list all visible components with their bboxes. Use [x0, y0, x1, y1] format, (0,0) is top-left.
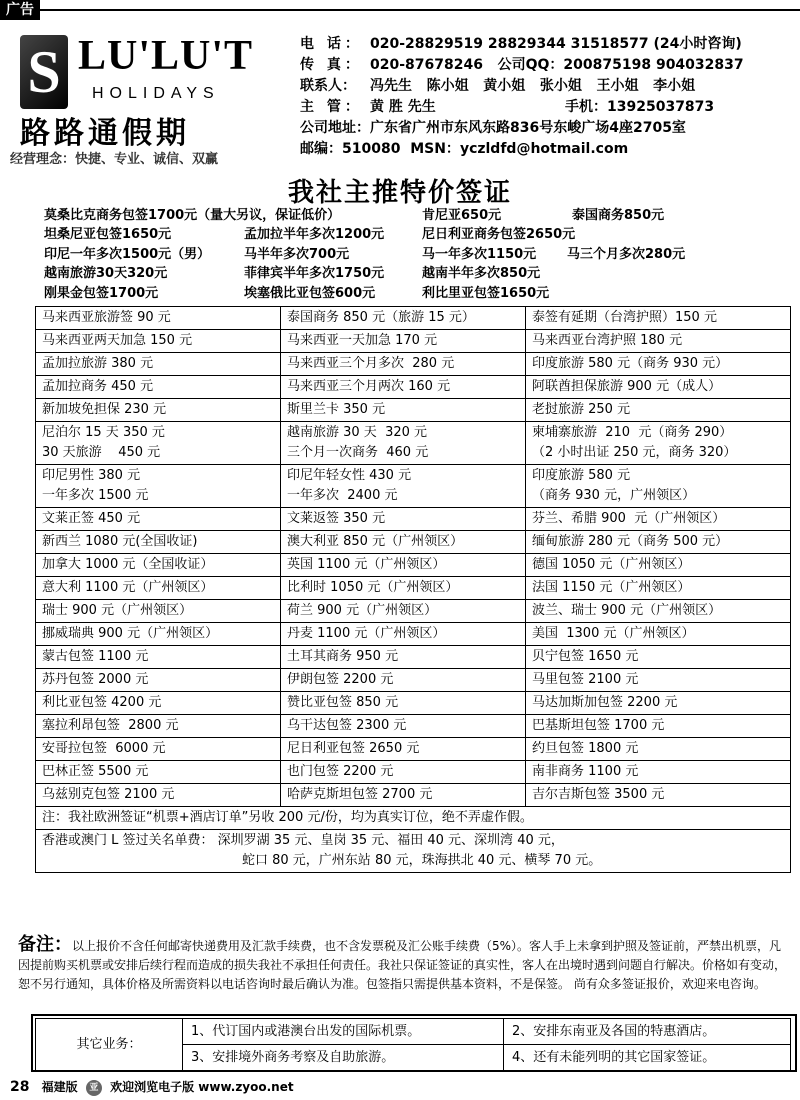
price-cell: [281, 508, 526, 531]
price-line: 英国 1100 元（广州领区）: [287, 557, 446, 572]
promo-item: 马三个月多次280元: [567, 246, 686, 262]
table-row: [36, 623, 791, 646]
price-line: 斯里兰卡 350 元: [287, 402, 386, 417]
phone-numbers: 020-28829519 28829344 31518577 (24小时咨询): [370, 36, 742, 52]
price-cell: [526, 307, 791, 330]
page-title: 我社主推特价签证: [287, 178, 512, 208]
price-cell: [281, 669, 526, 692]
price-line: 赞比亚包签 850 元: [287, 695, 399, 710]
price-line: 尼泊尔 15 天 350 元: [42, 425, 165, 440]
page-number: 28: [10, 1079, 30, 1095]
price-line: 丹麦 1100 元（广州领区）: [287, 626, 446, 641]
price-line: 荷兰 900 元（广州领区）: [287, 603, 438, 618]
promo-row: [44, 284, 794, 303]
price-cell: [281, 784, 526, 807]
promo-list: [44, 206, 794, 303]
price-cell: [36, 669, 281, 692]
promo-item: 肯尼亚650元: [422, 208, 502, 223]
contacts-line: 联系人： 冯先生 陈小姐 黄小姐 张小姐 王小姐 李小姐: [300, 78, 696, 94]
price-cell: [36, 646, 281, 669]
price-cell: [281, 353, 526, 376]
price-cell: [526, 600, 791, 623]
promo-item: 越南半年多次850元: [422, 266, 541, 282]
remarks-text: 以上报价不含任何邮寄快递费用及汇款手续费，也不含发票税及汇公账手续费（5%）。客人手上未拿到护照及签证前，严禁出机票，凡因提前购买机票或安排后续行程而造成的损失我社不承担任何责任。我社只保证签证的真实性，客人在出境时遇到问题自行解决。价格如有变动，恕不另行通知，具体价格及所需资料以电话咨询时最后确认为准。包签指只需提供基本资料，不是保签。 尚有众多签证报价，欢迎来电咨询。: [18, 939, 787, 991]
contact-info: [300, 34, 795, 160]
price-line: 泰国商务 850 元（旅游 15 元）: [287, 310, 475, 325]
price-cell: [36, 784, 281, 807]
price-line: 印尼男性 380 元: [42, 468, 141, 483]
price-line: 文莱正签 450 元: [42, 511, 141, 526]
price-line: 越南旅游 30 天 320 元: [287, 425, 428, 440]
fax-number: 020-87678246: [370, 57, 483, 73]
company-logo: [10, 30, 280, 170]
qq-numbers: 200875198 904032837: [563, 57, 744, 73]
promo-item: 菲律宾半年多次1750元: [244, 266, 385, 282]
remarks-heading: 备注：: [18, 934, 72, 955]
logo-chinese: 路路通假期: [20, 116, 190, 151]
fax-line: 传 真： 020-87678246 公司QQ：200875198 904032837: [300, 57, 744, 73]
price-line: 孟加拉商务 450 元: [42, 379, 154, 394]
price-cell: [36, 623, 281, 646]
phone-line: 电 话： 020-28829519 28829344 31518577 (24小时咨询): [300, 36, 742, 52]
price-line: 阿联酋担保旅游 900 元（成人）: [532, 379, 722, 394]
price-cell: [36, 465, 281, 508]
price-line: 泰签有延期（台湾护照）150 元: [532, 310, 717, 325]
price-line: 苏丹包签 2000 元: [42, 672, 149, 687]
price-cell: [281, 761, 526, 784]
price-cell: [281, 623, 526, 646]
price-cell: [281, 577, 526, 600]
promo-item: 利比里亚包签1650元: [422, 285, 550, 301]
price-cell: [281, 422, 526, 465]
price-line: 马达加斯加包签 2200 元: [532, 695, 678, 710]
price-cell: [526, 738, 791, 761]
price-cell: [281, 554, 526, 577]
europe-visa-note: 注：我社欧洲签证“机票+酒店订单”另收 200 元/份，均为真实订位，绝不弄虚作假。: [36, 807, 791, 830]
address-line: 公司地址：广东省广州市东风东路836号东峻广场4座2705室: [300, 120, 686, 136]
table-row: [36, 399, 791, 422]
price-line: 孟加拉旅游 380 元: [42, 356, 154, 371]
promo-item: 越南旅游30天320元: [44, 266, 168, 282]
promo-row: [44, 264, 794, 283]
price-line: 哈萨克斯坦包签 2700 元: [287, 787, 433, 802]
price-line: 法国 1150 元（广州领区）: [532, 580, 691, 595]
visa-price-table: [35, 306, 791, 873]
price-line: 美国 1300 元（广州领区）: [532, 626, 695, 641]
price-line: 老挝旅游 250 元: [532, 402, 631, 417]
table-row: [36, 692, 791, 715]
promo-row: [44, 245, 794, 264]
table-row: [36, 761, 791, 784]
price-cell: [526, 646, 791, 669]
price-line: 澳大利亚 850 元（广州领区）: [287, 534, 464, 549]
price-line: 马来西亚两天加急 150 元: [42, 333, 193, 348]
promo-item: 刚果金包签1700元: [44, 285, 159, 301]
price-cell: [526, 376, 791, 399]
table-row: [36, 646, 791, 669]
table-row: [36, 669, 791, 692]
price-line: 德国 1050 元（广州领区）: [532, 557, 691, 572]
price-cell: [281, 465, 526, 508]
table-row: [36, 738, 791, 761]
price-line: 一年多次 2400 元: [287, 488, 398, 503]
promo-item: 坦桑尼亚包签1650元: [44, 227, 172, 243]
price-cell: [526, 715, 791, 738]
price-cell: [526, 399, 791, 422]
price-line: 波兰、瑞士 900 元（广州领区）: [532, 603, 722, 618]
price-line: 新加坡免担保 230 元: [42, 402, 167, 417]
table-row: [36, 465, 791, 508]
other-business-item: 3、安排境外商务考察及自助旅游。: [183, 1045, 504, 1071]
contact-persons: 冯先生 陈小姐 黄小姐 张小姐 王小姐 李小姐: [370, 78, 696, 94]
price-line: 印度旅游 580 元: [532, 468, 631, 483]
price-line: 马里包签 2100 元: [532, 672, 639, 687]
price-line: 30 天旅游 450 元: [42, 445, 161, 460]
price-line: 土耳其商务 950 元: [287, 649, 399, 664]
manager-name: 黄 胜 先生: [370, 99, 436, 115]
msn-address: yczldfd@hotmail.com: [459, 141, 629, 157]
price-cell: [36, 330, 281, 353]
price-line: 印度旅游 580 元（商务 930 元）: [532, 356, 729, 371]
price-cell: [281, 531, 526, 554]
table-row: [36, 422, 791, 465]
price-line: 缅甸旅游 280 元（商务 500 元）: [532, 534, 729, 549]
price-line: 乌兹别克包签 2100 元: [42, 787, 175, 802]
price-cell: [281, 738, 526, 761]
other-business-item: 4、还有未能列明的其它国家签证。: [503, 1045, 790, 1071]
business-philosophy: 经营理念：快捷、专业、诚信、双赢: [10, 152, 219, 167]
price-line: 伊朗包签 2200 元: [287, 672, 394, 687]
price-line: （商务 930 元，广州领区）: [532, 488, 696, 503]
price-cell: [281, 376, 526, 399]
price-cell: [36, 422, 281, 465]
top-bar: [0, 0, 800, 20]
price-cell: [36, 376, 281, 399]
logo-holidays: HOLIDAYS: [92, 85, 220, 102]
other-business-table: [35, 1018, 791, 1071]
table-row: [36, 307, 791, 330]
price-line: 柬埔寨旅游 210 元（商务 290）: [532, 425, 733, 440]
price-line: 马来西亚台湾护照 180 元: [532, 333, 683, 348]
price-cell: [281, 692, 526, 715]
manager-line: 主 管： 黄 胜 先生 手机：13925037873: [300, 97, 795, 118]
price-cell: [36, 738, 281, 761]
hk-macau-fees: 香港或澳门 L 签过关名单费： 深圳罗湖 35 元、皇岗 35 元、福田 40 元、深圳湾 40 元， 蛇口 80 元，广州东站 80 元，珠海拱北 40 元、横琴 70 元。: [36, 830, 791, 873]
edition-label: 福建版: [41, 1080, 78, 1094]
price-cell: [526, 784, 791, 807]
mobile-number: 13925037873: [607, 99, 715, 115]
price-cell: [281, 330, 526, 353]
price-line: 文莱返签 350 元: [287, 511, 386, 526]
price-cell: [526, 330, 791, 353]
magazine-logo-icon: 亚: [86, 1080, 102, 1096]
price-cell: [526, 531, 791, 554]
price-line: 意大利 1100 元（广州领区）: [42, 580, 214, 595]
price-line: 马来西亚旅游签 90 元: [42, 310, 171, 325]
price-line: 比利时 1050 元（广州领区）: [287, 580, 459, 595]
price-line: 马来西亚三个月两次 160 元: [287, 379, 451, 394]
table-row: [36, 330, 791, 353]
table-row: [36, 600, 791, 623]
table-row: [36, 376, 791, 399]
promo-item: 马一年多次1150元: [422, 246, 537, 262]
price-line: 芬兰、希腊 900 元（广州领区）: [532, 511, 726, 526]
price-line: 三个月一次商务 460 元: [287, 445, 429, 460]
promo-item: 印尼一年多次1500元（男）: [44, 246, 211, 262]
promo-item: 埃塞俄比亚包签600元: [244, 285, 376, 301]
price-line: 挪威瑞典 900 元（广州领区）: [42, 626, 219, 641]
price-line: 一年多次 1500 元: [42, 488, 149, 503]
price-cell: [526, 508, 791, 531]
promo-item: 泰国商务850元: [572, 208, 665, 223]
price-cell: [526, 669, 791, 692]
price-line: 尼日利亚包签 2650 元: [287, 741, 420, 756]
price-line: 乌干达包签 2300 元: [287, 718, 407, 733]
price-cell: [36, 577, 281, 600]
note-row: [36, 807, 791, 830]
price-cell: [36, 761, 281, 784]
footer-url[interactable]: www.zyoo.net: [198, 1080, 294, 1094]
promo-item: 孟加拉半年多次1200元: [244, 227, 385, 243]
price-line: 马来西亚一天加急 170 元: [287, 333, 438, 348]
hk-macau-row: [36, 830, 791, 873]
postcode-line: 邮编：510080 MSN：yczldfd@hotmail.com: [300, 141, 629, 157]
table-row: [36, 554, 791, 577]
price-cell: [526, 761, 791, 784]
price-line: 蒙古包签 1100 元: [42, 649, 149, 664]
price-line: 塞拉利昂包签 2800 元: [42, 718, 179, 733]
price-cell: [281, 307, 526, 330]
price-line: 吉尔吉斯包签 3500 元: [532, 787, 665, 802]
table-row: [36, 577, 791, 600]
company-address: 广东省广州市东风东路836号东峻广场4座2705室: [370, 120, 686, 136]
price-line: 马来西亚三个月多次 280 元: [287, 356, 455, 371]
price-cell: [281, 715, 526, 738]
price-cell: [526, 353, 791, 376]
logo-english: LU'LU'T: [78, 33, 254, 79]
table-row: [36, 784, 791, 807]
price-cell: [526, 465, 791, 508]
promo-item: 马半年多次700元: [244, 246, 350, 262]
price-cell: [526, 692, 791, 715]
price-cell: [36, 554, 281, 577]
price-cell: [526, 577, 791, 600]
price-line: 加拿大 1000 元（全国收证）: [42, 557, 214, 572]
price-line: 巴基斯坦包签 1700 元: [532, 718, 665, 733]
other-business-label: 其它业务：: [36, 1019, 183, 1071]
price-cell: [526, 623, 791, 646]
promo-item: 莫桑比克商务包签1700元（量大另议，保证低价）: [44, 208, 341, 223]
promo-row: [44, 225, 794, 244]
price-cell: [36, 531, 281, 554]
price-line: 新西兰 1080 元(全国收证): [42, 534, 198, 549]
price-cell: [36, 600, 281, 623]
price-line: 贝宁包签 1650 元: [532, 649, 639, 664]
price-line: 也门包签 2200 元: [287, 764, 394, 779]
footer-text: 欢迎浏览电子版: [110, 1080, 195, 1094]
table-row: [36, 353, 791, 376]
price-cell: [36, 715, 281, 738]
price-cell: [281, 646, 526, 669]
price-line: 安哥拉包签 6000 元: [42, 741, 166, 756]
logo-mark: S: [20, 35, 68, 109]
table-row: [36, 531, 791, 554]
price-cell: [36, 692, 281, 715]
promo-row: [44, 206, 794, 225]
top-divider: [40, 9, 800, 11]
other-business-item: 1、代订国内或港澳台出发的国际机票。: [183, 1019, 504, 1045]
remarks: [18, 935, 788, 994]
price-line: 利比亚包签 4200 元: [42, 695, 162, 710]
price-cell: [36, 508, 281, 531]
price-cell: [36, 399, 281, 422]
ad-tag: 广告: [0, 0, 40, 20]
table-row: [36, 715, 791, 738]
price-line: 瑞士 900 元（广州领区）: [42, 603, 193, 618]
price-cell: [36, 307, 281, 330]
price-line: 巴林正签 5500 元: [42, 764, 149, 779]
promo-item: 尼日利亚商务包签2650元: [422, 227, 576, 243]
price-cell: [526, 422, 791, 465]
page-footer: [10, 1078, 294, 1096]
price-cell: [526, 554, 791, 577]
postcode: 510080: [342, 141, 401, 157]
price-cell: [281, 399, 526, 422]
price-line: 印尼年轻女性 430 元: [287, 468, 412, 483]
price-line: 南非商务 1100 元: [532, 764, 639, 779]
other-business-item: 2、安排东南亚及各国的特惠酒店。: [503, 1019, 790, 1045]
table-row: [36, 508, 791, 531]
price-line: 约旦包签 1800 元: [532, 741, 639, 756]
price-cell: [281, 600, 526, 623]
price-cell: [36, 353, 281, 376]
price-line: （2 小时出证 250 元，商务 320）: [532, 445, 737, 460]
